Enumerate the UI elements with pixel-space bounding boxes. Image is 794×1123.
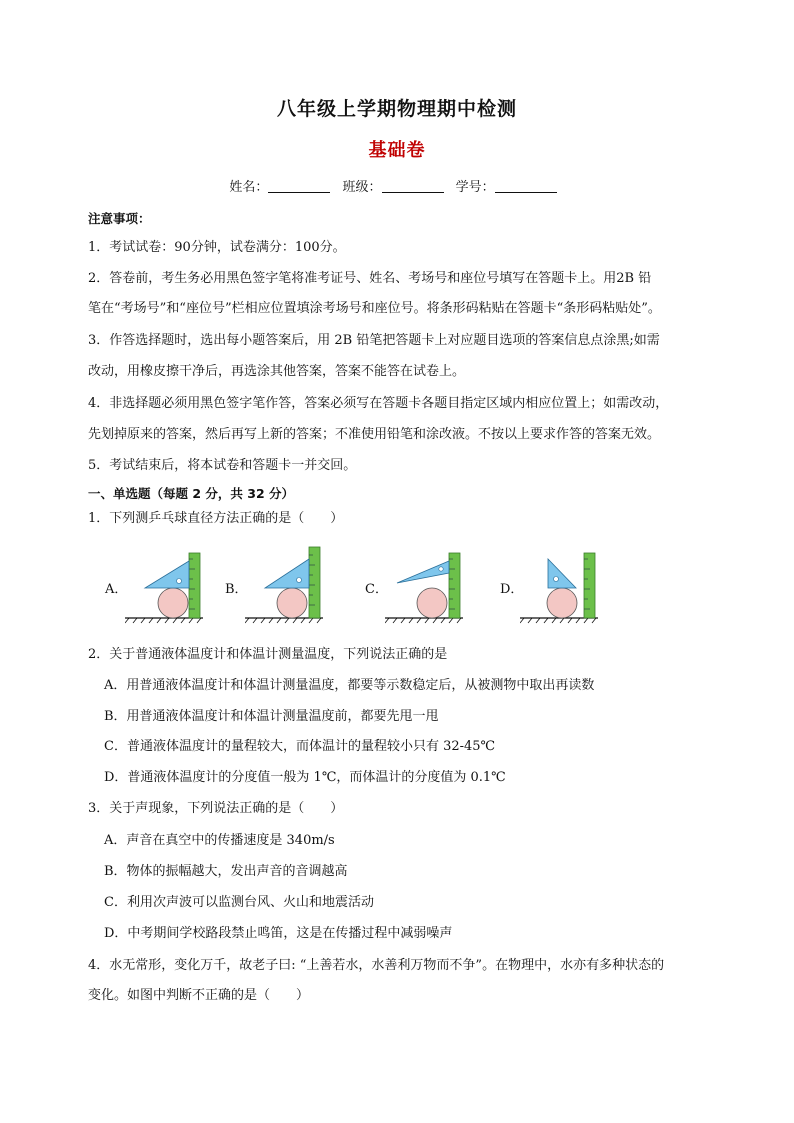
student-info-row <box>0 176 794 195</box>
note-line: 改动，用橡皮擦干净后，再选涂其他答案，答案不能答在试卷上。 <box>88 364 466 379</box>
question-2-option: B．用普通液体温度计和体温计测量温度前，都要先甩一甩 <box>104 709 439 724</box>
question-3-option: A．声音在真空中的传播速度是 340m/s <box>104 833 335 848</box>
note-line: 1．考试试卷：90分钟，试卷满分：100分。 <box>88 240 346 255</box>
page-title: 八年级上学期物理期中检测 <box>276 98 517 120</box>
note-line: 5．考试结束后，将本试卷和答题卡一并交回。 <box>88 458 357 473</box>
figure-label: A． <box>105 582 128 597</box>
question-2-option: C．普通液体温度计的量程较大，而体温计的量程较小只有 32-45℃ <box>104 739 496 754</box>
name-field[interactable] <box>268 178 330 193</box>
question-3-option: C．利用次声波可以监测台风、火山和地震活动 <box>104 895 374 910</box>
note-line: 笔在“考场号”和“座位号”栏相应位置填涂考场号和座位号。将条形码粘贴在答题卡“条形码粘贴处”。 <box>88 301 661 316</box>
note-line: 3．作答选择题时，选出每小题答案后，用 2B 铅笔把答题卡上对应题目选项的答案信息点涂黑;如需 <box>88 333 660 348</box>
page-subtitle: 基础卷 <box>368 140 426 161</box>
question-2-option: D．普通液体温度计的分度值一般为 1℃，而体温计的分度值为 0.1℃ <box>104 770 506 785</box>
notes-heading: 注意事项： <box>88 211 151 226</box>
ping-pong-measure-figure <box>245 545 330 625</box>
question-2-stem: 2．关于普通液体温度计和体温计测量温度，下列说法正确的是 <box>88 647 448 662</box>
note-line: 4．非选择题必须用黑色签字笔作答，答案必须写在答题卡各题目指定区域内相应位置上；如需改动， <box>88 396 669 411</box>
question-3-option: D．中考期间学校路段禁止鸣笛，这是在传播过程中减弱噪声 <box>104 926 453 941</box>
figure-label: B． <box>225 582 248 597</box>
question-1-figures <box>100 545 620 630</box>
class-label: 班级： <box>342 180 382 195</box>
figure-label: C． <box>365 582 388 597</box>
question-3-stem: 3．关于声现象，下列说法正确的是（ ） <box>88 801 344 816</box>
name-label: 姓名： <box>229 180 269 195</box>
question-4-stem-cont: 变化。如图中判断不正确的是（ ） <box>88 988 310 1003</box>
question-1-stem: 1．下列测乒乓球直径方法正确的是（ ） <box>88 511 344 526</box>
question-4-stem: 4．水无常形，变化万千，故老子曰: “上善若水，水善利万物而不争”。在物理中，水亦有多种状态的 <box>88 958 665 973</box>
section-heading: 一、单选题（每题 2 分，共 32 分） <box>88 486 295 501</box>
note-line: 2．答卷前，考生务必用黑色签字笔将准考证号、姓名、考场号和座位号填写在答题卡上。用2B 铅 <box>88 271 652 286</box>
ping-pong-measure-figure <box>520 545 605 625</box>
question-3-option: B．物体的振幅越大，发出声音的音调越高 <box>104 864 348 879</box>
figure-label: D． <box>500 582 524 597</box>
question-2-option: A．用普通液体温度计和体温计测量温度，都要等示数稳定后，从被测物中取出再读数 <box>104 678 595 693</box>
id-label: 学号： <box>455 180 495 195</box>
class-field[interactable] <box>382 178 444 193</box>
ping-pong-measure-figure <box>125 545 210 625</box>
ping-pong-measure-figure <box>385 545 470 625</box>
id-field[interactable] <box>495 178 557 193</box>
note-line: 先划掉原来的答案，然后再写上新的答案；不准使用铅笔和涂改液。不按以上要求作答的答案无效。 <box>88 427 661 442</box>
